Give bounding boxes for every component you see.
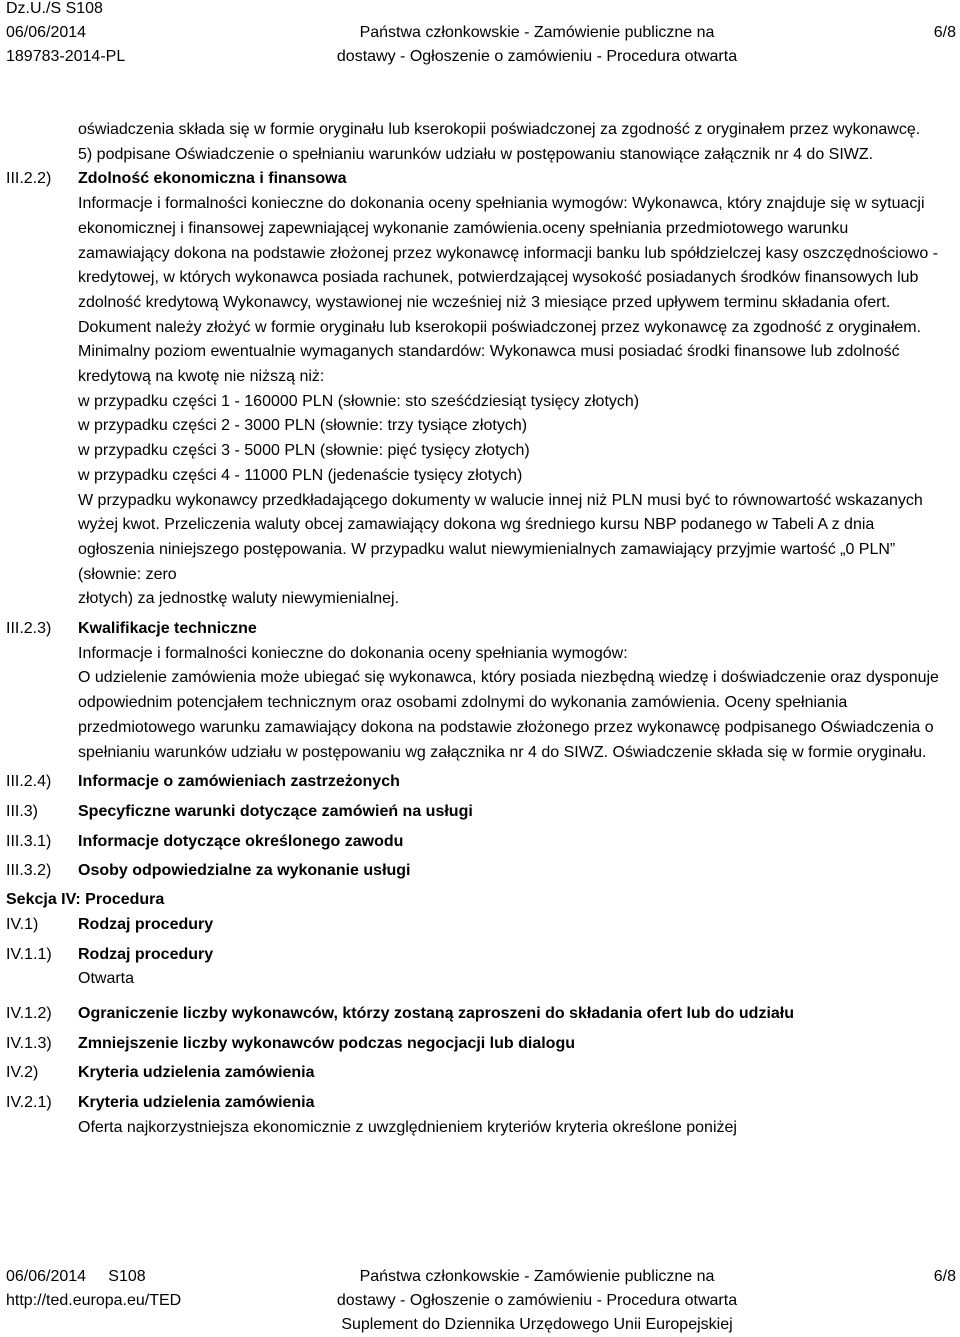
section-iii-3-1 <box>0 830 960 855</box>
list-item: w przypadku części 2 - 3000 PLN (słownie: trzy tysiące złotych) <box>78 417 528 435</box>
section-iv-1-2 <box>0 1002 960 1027</box>
section-iv-2-1 <box>0 1091 960 1140</box>
section-number: IV.1.1) <box>6 945 52 963</box>
paragraph: złotych) za jednostkę waluty niewymienialnej. <box>78 590 400 608</box>
section-number: III.3.2) <box>6 862 52 880</box>
section-number: IV.1.3) <box>6 1034 52 1052</box>
section-iii-2-3 <box>0 617 960 765</box>
intro-paragraph-2: 5) podpisane Oświadczenie o spełnianiu warunków udziału w postępowaniu stanowiące załącznik nr 4 do SIWZ. <box>78 145 874 163</box>
section-number: III.3.1) <box>6 832 52 850</box>
criteria-value: Oferta najkorzystniejsza ekonomicznie z uwzględnieniem kryteriów kryteria określone poniżej <box>78 1118 737 1136</box>
footer-page-number: 6/8 <box>933 1268 956 1285</box>
section-number: IV.1) <box>6 915 39 933</box>
footer-title-line-3: Suplement do Dziennika Urzędowego Unii Europejskiej <box>341 1316 733 1333</box>
procedure-value: Otwarta <box>78 970 135 988</box>
footer-url: http://ted.europa.eu/TED <box>6 1292 182 1309</box>
section-title: Informacje dotyczące określonego zawodu <box>78 832 404 850</box>
section-title: Zdolność ekonomiczna i finansowa <box>78 170 347 188</box>
section-number: III.2.3) <box>6 620 52 638</box>
section-number: III.3) <box>6 802 39 820</box>
paragraph: O udzielenie zamówienia może ubiegać się wykonawca, który posiada niezbędną wiedzę i doświadczenie oraz dysponuje odpowiednim potencjałem technicznym oraz osobami zdolnymi do wykonania zamówienia. Oceny spełniania przedmiotowego warunku zamawiający dokona na podstawie złożonego przez wykonawcę podpisanego Oświadczenia o spełnianiu warunków udziału w postępowaniu wg załącznika nr 4 do SIWZ. Oświadczenie składa się w formie oryginału. <box>78 669 939 761</box>
section-title: Kwalifikacje techniczne <box>78 620 257 638</box>
section-title: Kryteria udzielenia zamówienia <box>78 1064 315 1082</box>
list-item: w przypadku części 1 - 160000 PLN (słownie: sto sześćdziesiąt tysięcy złotych) <box>78 392 640 410</box>
footer-date-issue: 06/06/2014 S108 <box>6 1268 146 1285</box>
section-iv-2 <box>0 1061 960 1086</box>
page-header <box>0 0 960 70</box>
section-number: III.2.4) <box>6 773 52 791</box>
section-title: Ograniczenie liczby wykonawców, którzy zostaną zaproszeni do składania ofert lub do udziału <box>78 1004 794 1022</box>
section-iv-1-1 <box>0 943 960 992</box>
intro-block <box>0 118 960 167</box>
section-title: Rodzaj procedury <box>78 945 214 963</box>
header-title-line-2: dostawy - Ogłoszenie o zamówieniu - Procedura otwarta <box>336 48 738 65</box>
section-number: III.2.2) <box>6 170 52 188</box>
list-item: w przypadku części 4 - 11000 PLN (jedenaście tysięcy złotych) <box>78 466 523 484</box>
intro-paragraph-1: oświadczenia składa się w formie oryginału lub kserokopii poświadczonej za zgodność z oryginałem przez wykonawcę. <box>78 121 921 138</box>
header-left <box>6 0 125 69</box>
paragraph: Informacje i formalności konieczne do dokonania oceny spełniania wymogów: <box>78 644 628 662</box>
section-title: Informacje o zamówieniach zastrzeżonych <box>78 773 400 791</box>
document-body <box>0 118 960 1140</box>
footer-center <box>232 1265 842 1337</box>
list-item: w przypadku części 3 - 5000 PLN (słownie: pięć tysięcy złotych) <box>78 442 530 460</box>
publication-date: 06/06/2014 <box>6 24 87 41</box>
footer-title-line-1: Państwa członkowskie - Zamówienie publiczne na <box>359 1268 715 1285</box>
section-iv-1 <box>0 913 960 938</box>
section-number: IV.2.1) <box>6 1094 52 1112</box>
section-title: Zmniejszenie liczby wykonawców podczas negocjacji lub dialogu <box>78 1034 575 1052</box>
header-center <box>232 21 842 69</box>
section-iv-heading: Sekcja IV: Procedura <box>6 891 165 909</box>
page-footer <box>0 1265 960 1334</box>
section-iii-3-2 <box>0 859 960 884</box>
paragraph: Minimalny poziom ewentualnie wymaganych standardów: Wykonawca musi posiadać środki finansowe lub zdolność kredytową na kwotę nie niższą niż: <box>78 343 900 386</box>
section-title: Kryteria udzielenia zamówienia <box>78 1094 315 1112</box>
header-page-number: 6/8 <box>933 24 956 41</box>
section-iii-3 <box>0 800 960 825</box>
footer-title-line-2: dostawy - Ogłoszenie o zamówieniu - Procedura otwarta <box>336 1292 738 1309</box>
journal-ref: Dz.U./S S108 <box>6 0 103 17</box>
section-iii-2-4 <box>0 770 960 795</box>
footer-left <box>6 1265 181 1313</box>
header-title-line-1: Państwa członkowskie - Zamówienie publiczne na <box>359 24 715 41</box>
section-number: IV.2) <box>6 1064 39 1082</box>
notice-number: 189783-2014-PL <box>6 48 126 65</box>
section-title: Rodzaj procedury <box>78 915 214 933</box>
section-title: Osoby odpowiedzialne za wykonanie usługi <box>78 862 411 880</box>
section-iv-1-3 <box>0 1032 960 1057</box>
paragraph: Informacje i formalności konieczne do dokonania oceny spełniania wymogów: Wykonawca, który znajduje się w sytuacji ekonomicznej i finansowej zapewniającej wykonanie zamówienia.oceny spełniania przedmiotowego warunku zamawiający dokona na podstawie złożonej przez wykonawcę informacji banku lub spółdzielczej kasy oszczędnościowo - kredytowej, w których wykonawca posiada rachunek, potwierdzającej wysokość posiadanych środków finansowych lub zdolność kredytową Wykonawcy, wystawionej nie wcześniej niż 3 miesiące przed upływem terminu składania ofert. Dokument należy złożyć w formie oryginału lub kserokopii poświadczonej przez wykonawcę za zgodność z oryginałem. <box>78 195 938 336</box>
section-title: Specyficzne warunki dotyczące zamówień na usługi <box>78 802 473 820</box>
paragraph: W przypadku wykonawcy przedkładającego dokumenty w walucie innej niż PLN musi być to równowartość wskazanych wyżej kwot. Przeliczenia waluty obcej zamawiający dokona wg średniego kursu NBP podanego w Tabeli A z dnia ogłoszenia niniejszego postępowania. W przypadku walut niewymienialnych zamawiający przyjmie wartość „0 PLN” (słownie: zero <box>78 491 923 583</box>
section-iii-2-2 <box>0 167 960 612</box>
section-number: IV.1.2) <box>6 1004 52 1022</box>
